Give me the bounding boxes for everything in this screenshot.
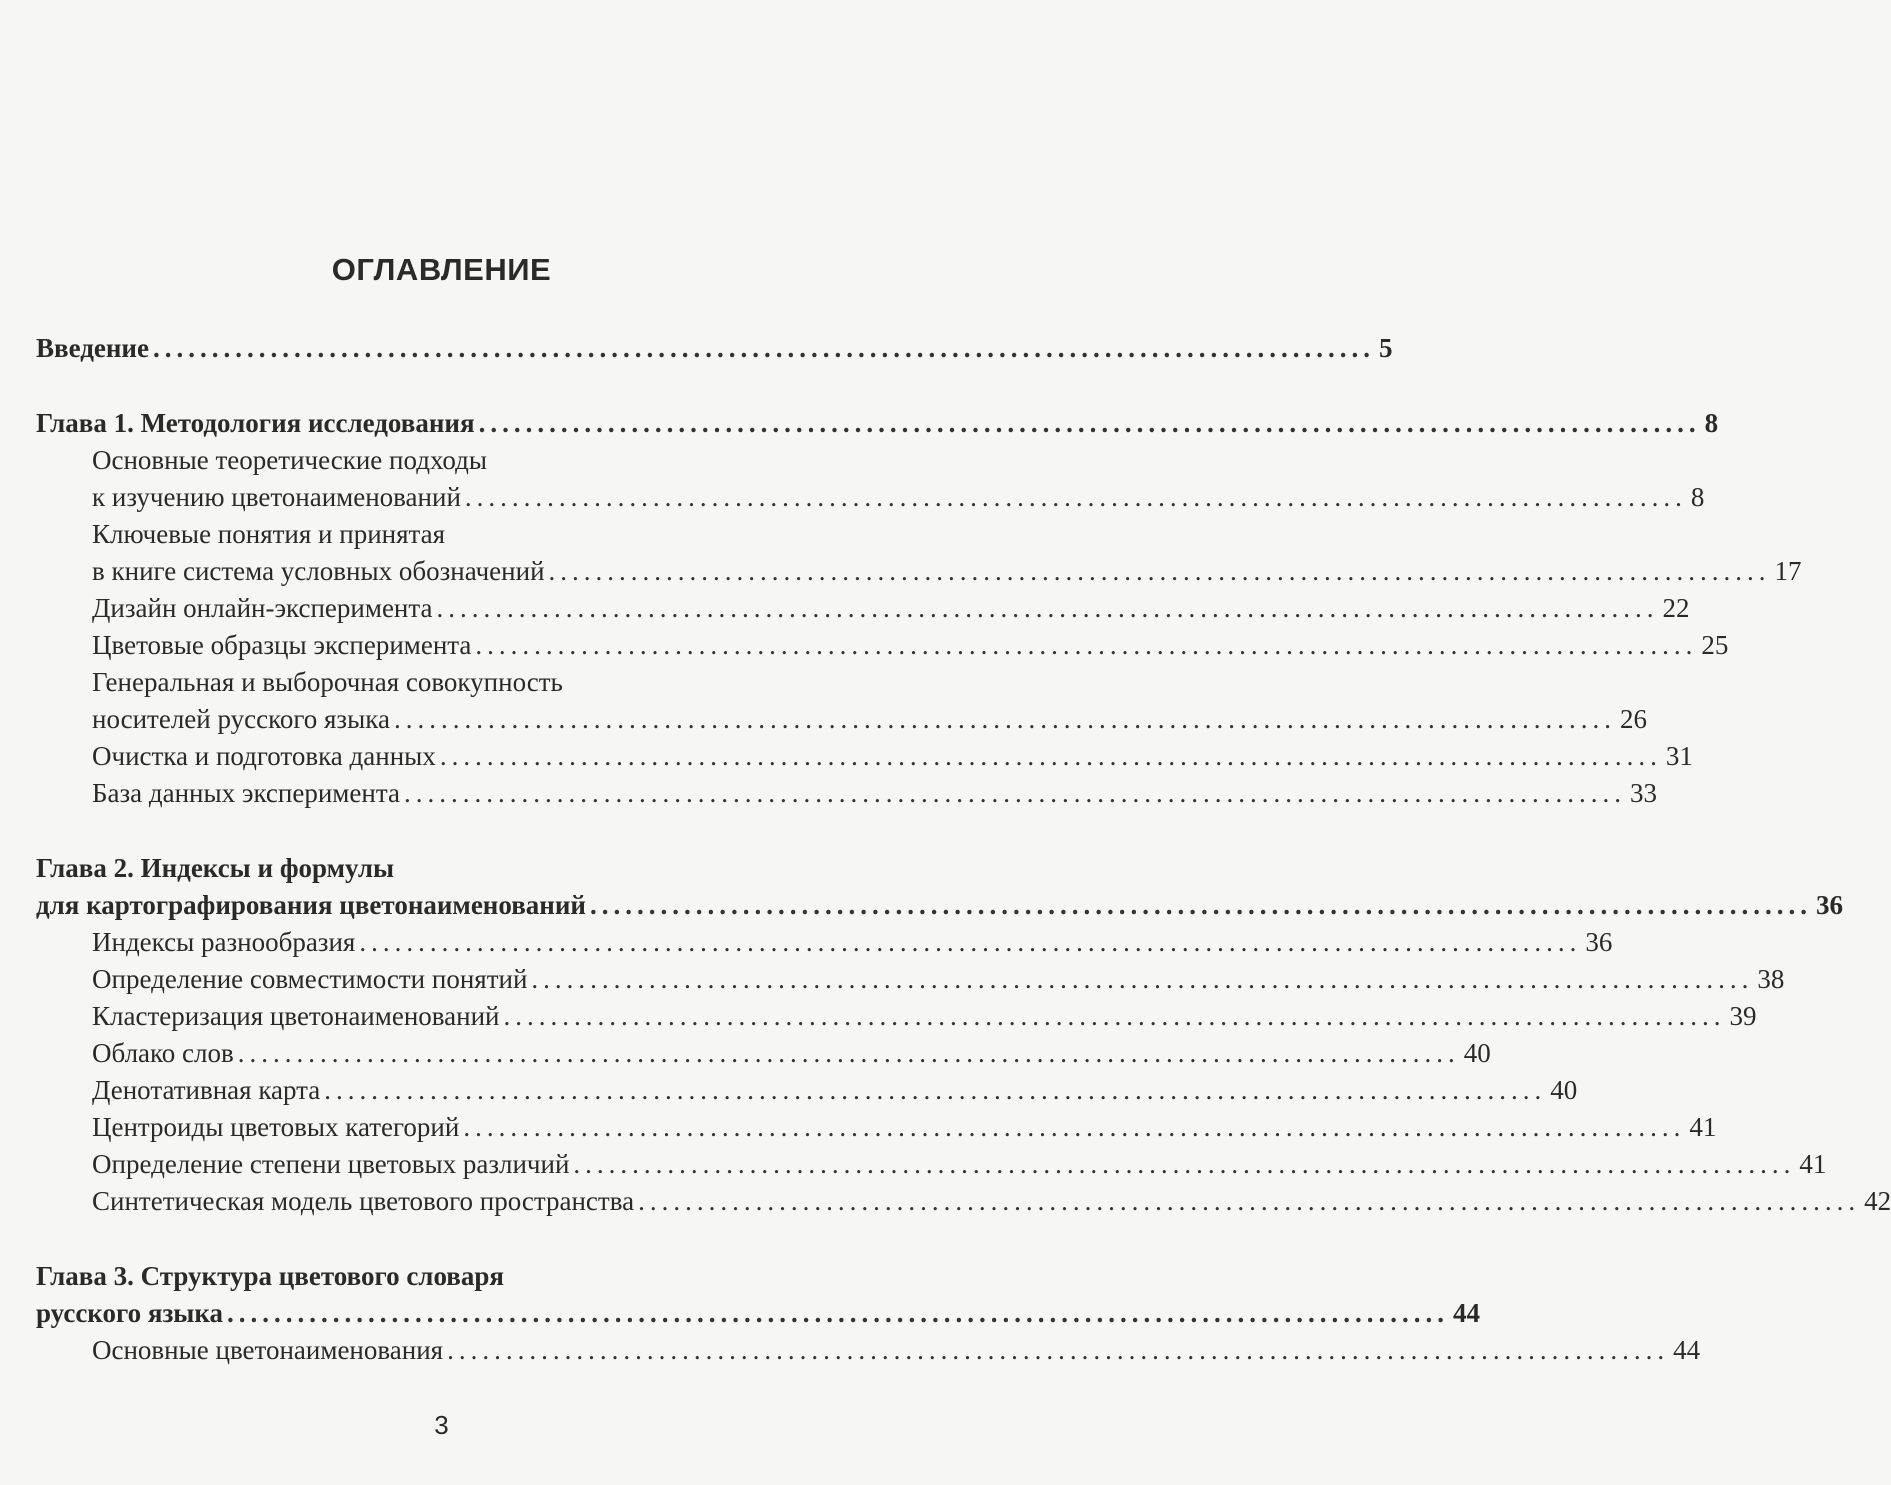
toc-entry-label: Индексы разнообразия	[92, 927, 356, 957]
dot-leader: ........................................................................................................	[589, 890, 1812, 920]
toc-entry-page: 44	[1453, 1298, 1481, 1328]
toc-subentry	[36, 1183, 1891, 1220]
toc-entry-label: Дизайн онлайн-эксперимента	[92, 593, 433, 623]
toc-title: ОГЛАВЛЕНИЕ	[331, 252, 552, 287]
dot-leader: ........................................................................................................	[463, 1112, 1686, 1142]
toc-subentry	[36, 738, 1693, 775]
page-number: 3	[434, 1410, 449, 1440]
toc-entry-label: Глава 1. Методология исследования	[36, 408, 475, 438]
toc-entry-page: 25	[1701, 630, 1729, 660]
toc-subentry	[36, 1146, 1827, 1183]
toc-entry-label: Основные цветонаименования	[92, 1335, 444, 1365]
dot-leader: ........................................................................................................	[503, 1001, 1726, 1031]
toc-entry-line1: Ключевые понятия и принятая	[92, 519, 446, 549]
toc-chapter-2	[36, 887, 1843, 924]
dot-leader: ........................................................................................................	[393, 704, 1616, 734]
toc-entry-label: Синтетическая модель цветового пространства	[92, 1186, 635, 1216]
toc-entry-label: к изучению цветонаименований	[92, 482, 461, 512]
toc-chapter-3-line1: Глава 3. Структура цветового словаря	[36, 1261, 504, 1291]
toc-entry-page: 36	[1585, 927, 1613, 957]
toc-entry-page: 22	[1662, 593, 1690, 623]
toc-entry-label: База данных эксперимента	[92, 778, 400, 808]
toc-entry-label: носителей русского языка	[92, 704, 390, 734]
toc-entry-label: Кластеризация цветонаименований	[92, 1001, 500, 1031]
toc-entry-page: 8	[1704, 408, 1719, 438]
dot-leader: ........................................................................................................	[548, 556, 1771, 586]
toc-entry-page: 8	[1690, 482, 1705, 512]
dot-leader: ........................................................................................................	[359, 927, 1582, 957]
toc-subentry	[36, 961, 1785, 998]
toc-subentry	[36, 479, 1705, 516]
toc-chapter-3	[36, 1295, 1481, 1332]
toc-entry-label: Введение	[36, 333, 149, 363]
toc-entry-page: 41	[1799, 1149, 1827, 1179]
toc-entry-label: русского языка	[36, 1298, 224, 1328]
toc-entry-line1: Генеральная и выборочная совокупность	[92, 667, 563, 697]
dot-leader: ........................................................................................................	[237, 1038, 1460, 1068]
toc-subentry	[36, 1109, 1717, 1146]
toc-entry-page: 26	[1619, 704, 1647, 734]
toc-entry-label: Облако слов	[92, 1038, 234, 1068]
dot-leader: ........................................................................................................	[573, 1149, 1796, 1179]
table-of-contents	[36, 330, 1891, 1369]
toc-subentry	[36, 553, 1802, 590]
toc-entry-label: Цветовые образцы эксперимента	[92, 630, 472, 660]
dot-leader: ........................................................................................................	[403, 778, 1626, 808]
toc-entry-page: 5	[1378, 333, 1393, 363]
toc-subentry	[36, 998, 1757, 1035]
toc-subentry	[36, 590, 1690, 627]
toc-entry-page: 40	[1463, 1038, 1491, 1068]
dot-leader: ........................................................................................................	[439, 741, 1662, 771]
dot-leader: ........................................................................................................	[478, 408, 1701, 438]
dot-leader: ........................................................................................................	[638, 1186, 1861, 1216]
toc-entry-line1: Основные теоретические подходы	[92, 445, 488, 475]
dot-leader: ........................................................................................................	[227, 1298, 1450, 1328]
toc-entry-label: Денотативная карта	[92, 1075, 321, 1105]
dot-leader: ........................................................................................................	[531, 964, 1754, 994]
toc-entry-label: Определение совместимости понятий	[92, 964, 528, 994]
dot-leader: ........................................................................................................	[324, 1075, 1547, 1105]
toc-entry-label: Центроиды цветовых категорий	[92, 1112, 460, 1142]
toc-entry-page: 33	[1629, 778, 1657, 808]
dot-leader: ........................................................................................................	[152, 333, 1375, 363]
toc-entry-page: 38	[1757, 964, 1785, 994]
toc-subentry	[36, 1332, 1701, 1369]
toc-entry-page: 17	[1774, 556, 1802, 586]
toc-subentry	[36, 775, 1657, 812]
toc-entry-label: для картографирования цветонаименований	[36, 890, 586, 920]
dot-leader: ........................................................................................................	[436, 593, 1659, 623]
toc-entry-page: 42	[1864, 1186, 1891, 1216]
toc-entry-page: 39	[1729, 1001, 1757, 1031]
dot-leader: ........................................................................................................	[475, 630, 1698, 660]
dot-leader: ........................................................................................................	[464, 482, 1687, 512]
toc-subentry	[36, 627, 1729, 664]
toc-subentry	[36, 924, 1613, 961]
toc-entry-page: 31	[1665, 741, 1693, 771]
toc-subentry	[36, 701, 1647, 738]
toc-entry-intro	[36, 330, 1393, 367]
toc-subentry	[36, 1035, 1491, 1072]
toc-entry-label: Определение степени цветовых различий	[92, 1149, 570, 1179]
toc-chapter-1	[36, 405, 1719, 442]
toc-entry-page: 41	[1689, 1112, 1717, 1142]
toc-subentry	[36, 1072, 1578, 1109]
toc-entry-page: 44	[1673, 1335, 1701, 1365]
toc-entry-page: 40	[1550, 1075, 1578, 1105]
dot-leader: ........................................................................................................	[447, 1335, 1670, 1365]
toc-entry-page: 36	[1815, 890, 1843, 920]
toc-chapter-2-line1: Глава 2. Индексы и формулы	[36, 853, 395, 883]
toc-entry-label: в книге система условных обозначений	[92, 556, 545, 586]
toc-entry-label: Очистка и подготовка данных	[92, 741, 436, 771]
